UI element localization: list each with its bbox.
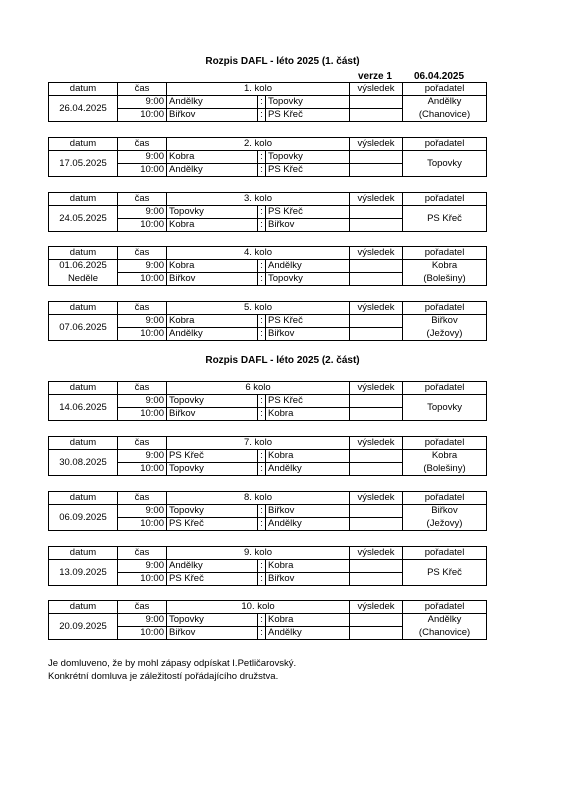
version-label: verze 1 (358, 71, 392, 82)
round-label: 3. kolo (167, 193, 350, 206)
score-separator: : (258, 315, 266, 328)
result-column-header: výsledek (350, 83, 403, 96)
match-row (49, 505, 487, 518)
away-team: PS Křeč (266, 164, 350, 177)
match-result (350, 505, 403, 518)
round-label: 8. kolo (167, 492, 350, 505)
organizer: Topovky (403, 151, 487, 177)
organizer: Andělky (403, 614, 487, 627)
date-column-header: datum (49, 138, 118, 151)
match-date: 07.06.2025 (49, 315, 118, 341)
organizer: Biřkov (403, 315, 487, 328)
match-time: 10:00 (118, 627, 167, 640)
round-table (48, 246, 487, 286)
organizer: Andělky (403, 96, 487, 109)
time-column-header: čas (118, 382, 167, 395)
schedule-title-part2: Rozpis DAFL - léto 2025 (2. část) (205, 355, 360, 366)
score-separator: : (258, 395, 266, 408)
match-result (350, 96, 403, 109)
time-column-header: čas (118, 437, 167, 450)
organizer: Biřkov (403, 505, 487, 518)
date-column-header: datum (49, 547, 118, 560)
match-time: 10:00 (118, 463, 167, 476)
score-separator: : (258, 505, 266, 518)
match-result (350, 164, 403, 177)
away-team: Andělky (266, 463, 350, 476)
away-team: PS Křeč (266, 109, 350, 122)
result-column-header: výsledek (350, 193, 403, 206)
score-separator: : (258, 273, 266, 286)
away-team: Topovky (266, 151, 350, 164)
organizer: Topovky (403, 395, 487, 421)
away-team: Topovky (266, 96, 350, 109)
time-column-header: čas (118, 138, 167, 151)
organizer: Kobra (403, 260, 487, 273)
score-separator: : (258, 96, 266, 109)
away-team: Biřkov (266, 573, 350, 586)
home-team: Topovky (167, 614, 258, 627)
organizer-column-header: pořadatel (403, 83, 487, 96)
organizer-column-header: pořadatel (403, 193, 487, 206)
organizer-location: (Chanovice) (403, 627, 487, 640)
round-table (48, 301, 487, 341)
match-row (49, 96, 487, 109)
round-table (48, 192, 487, 232)
match-date: 14.06.2025 (49, 395, 118, 421)
organizer: PS Křeč (403, 206, 487, 232)
away-team: Kobra (266, 408, 350, 421)
schedule-title-part1: Rozpis DAFL - léto 2025 (1. část) (205, 56, 360, 67)
organizer-column-header: pořadatel (403, 492, 487, 505)
result-column-header: výsledek (350, 302, 403, 315)
round-table (48, 82, 487, 122)
score-separator: : (258, 518, 266, 531)
match-time: 9:00 (118, 395, 167, 408)
away-team: Topovky (266, 273, 350, 286)
date-column-header: datum (49, 492, 118, 505)
score-separator: : (258, 408, 266, 421)
organizer-location: (Bolešiny) (403, 273, 487, 286)
date-column-header: datum (49, 437, 118, 450)
match-time: 10:00 (118, 219, 167, 232)
round-label: 9. kolo (167, 547, 350, 560)
organizer-location: (Bolešiny) (403, 463, 487, 476)
organizer-column-header: pořadatel (403, 547, 487, 560)
score-separator: : (258, 627, 266, 640)
match-time: 10:00 (118, 408, 167, 421)
match-result (350, 273, 403, 286)
organizer-column-header: pořadatel (403, 247, 487, 260)
home-team: Andělky (167, 96, 258, 109)
match-result (350, 206, 403, 219)
away-team: Andělky (266, 518, 350, 531)
round-table (48, 381, 487, 421)
match-date: 06.09.2025 (49, 505, 118, 531)
time-column-header: čas (118, 247, 167, 260)
score-separator: : (258, 450, 266, 463)
home-team: Kobra (167, 315, 258, 328)
home-team: Topovky (167, 395, 258, 408)
match-day-note: Neděle (49, 273, 118, 286)
match-result (350, 315, 403, 328)
round-header-row (49, 302, 487, 315)
away-team: Andělky (266, 627, 350, 640)
round-header-row (49, 382, 487, 395)
time-column-header: čas (118, 492, 167, 505)
score-separator: : (258, 463, 266, 476)
match-row (49, 560, 487, 573)
match-row (49, 151, 487, 164)
organizer: PS Křeč (403, 560, 487, 586)
match-result (350, 219, 403, 232)
organizer-column-header: pořadatel (403, 601, 487, 614)
home-team: Topovky (167, 206, 258, 219)
match-row (49, 395, 487, 408)
time-column-header: čas (118, 601, 167, 614)
score-separator: : (258, 151, 266, 164)
match-result (350, 450, 403, 463)
score-separator: : (258, 206, 266, 219)
home-team: Biřkov (167, 109, 258, 122)
round-header-row (49, 138, 487, 151)
date-column-header: datum (49, 247, 118, 260)
away-team: PS Křeč (266, 395, 350, 408)
match-date: 26.04.2025 (49, 96, 118, 122)
home-team: Andělky (167, 560, 258, 573)
time-column-header: čas (118, 302, 167, 315)
match-result (350, 395, 403, 408)
result-column-header: výsledek (350, 382, 403, 395)
home-team: Kobra (167, 219, 258, 232)
home-team: Biřkov (167, 627, 258, 640)
match-time: 9:00 (118, 315, 167, 328)
match-time: 10:00 (118, 273, 167, 286)
match-time: 9:00 (118, 96, 167, 109)
score-separator: : (258, 164, 266, 177)
time-column-header: čas (118, 193, 167, 206)
time-column-header: čas (118, 547, 167, 560)
match-date: 01.06.2025 (49, 260, 118, 273)
round-label: 1. kolo (167, 83, 350, 96)
organizer-column-header: pořadatel (403, 302, 487, 315)
organizer-location: (Chanovice) (403, 109, 487, 122)
away-team: PS Křeč (266, 206, 350, 219)
away-team: Kobra (266, 560, 350, 573)
match-result (350, 260, 403, 273)
home-team: PS Křeč (167, 518, 258, 531)
round-header-row (49, 83, 487, 96)
date-column-header: datum (49, 601, 118, 614)
score-separator: : (258, 109, 266, 122)
match-row (49, 315, 487, 328)
round-label: 6 kolo (167, 382, 350, 395)
match-row (49, 450, 487, 463)
time-column-header: čas (118, 83, 167, 96)
round-label: 2. kolo (167, 138, 350, 151)
match-time: 9:00 (118, 206, 167, 219)
home-team: Topovky (167, 463, 258, 476)
round-header-row (49, 492, 487, 505)
match-time: 10:00 (118, 164, 167, 177)
round-table (48, 137, 487, 177)
note-line-arrangement: Konkrétní domluva je záležitostí pořádajícího družstva. (48, 671, 279, 682)
round-label: 10. kolo (167, 601, 350, 614)
result-column-header: výsledek (350, 437, 403, 450)
date-column-header: datum (49, 83, 118, 96)
match-time: 10:00 (118, 573, 167, 586)
organizer-column-header: pořadatel (403, 138, 487, 151)
result-column-header: výsledek (350, 492, 403, 505)
score-separator: : (258, 260, 266, 273)
away-team: PS Křeč (266, 315, 350, 328)
home-team: Topovky (167, 505, 258, 518)
match-row (49, 206, 487, 219)
round-header-row (49, 547, 487, 560)
round-header-row (49, 247, 487, 260)
round-table (48, 436, 487, 476)
score-separator: : (258, 614, 266, 627)
match-time: 9:00 (118, 260, 167, 273)
match-time: 10:00 (118, 518, 167, 531)
result-column-header: výsledek (350, 247, 403, 260)
score-separator: : (258, 573, 266, 586)
match-result (350, 560, 403, 573)
match-date: 30.08.2025 (49, 450, 118, 476)
match-result (350, 614, 403, 627)
match-time: 9:00 (118, 450, 167, 463)
away-team: Kobra (266, 614, 350, 627)
note-line-referee: Je domluveno, že by mohl zápasy odpískat I.Petličarovský. (48, 658, 297, 669)
round-table (48, 491, 487, 531)
match-result (350, 151, 403, 164)
home-team: Kobra (167, 260, 258, 273)
organizer: Kobra (403, 450, 487, 463)
match-date: 17.05.2025 (49, 151, 118, 177)
home-team: PS Křeč (167, 450, 258, 463)
round-table (48, 546, 487, 586)
away-team: Andělky (266, 260, 350, 273)
match-result (350, 518, 403, 531)
round-header-row (49, 193, 487, 206)
organizer-column-header: pořadatel (403, 437, 487, 450)
home-team: Biřkov (167, 273, 258, 286)
round-label: 4. kolo (167, 247, 350, 260)
home-team: PS Křeč (167, 573, 258, 586)
match-time: 9:00 (118, 614, 167, 627)
organizer-location: (Ježovy) (403, 518, 487, 531)
organizer-location: (Ježovy) (403, 328, 487, 341)
match-date: 20.09.2025 (49, 614, 118, 640)
round-label: 5. kolo (167, 302, 350, 315)
away-team: Kobra (266, 450, 350, 463)
away-team: Biřkov (266, 219, 350, 232)
home-team: Andělky (167, 164, 258, 177)
result-column-header: výsledek (350, 601, 403, 614)
home-team: Biřkov (167, 408, 258, 421)
round-header-row (49, 601, 487, 614)
match-result (350, 627, 403, 640)
match-time: 9:00 (118, 505, 167, 518)
match-time: 9:00 (118, 151, 167, 164)
round-label: 7. kolo (167, 437, 350, 450)
match-date: 24.05.2025 (49, 206, 118, 232)
round-header-row (49, 437, 487, 450)
organizer-column-header: pořadatel (403, 382, 487, 395)
match-result (350, 328, 403, 341)
round-table (48, 600, 487, 640)
match-time: 9:00 (118, 560, 167, 573)
result-column-header: výsledek (350, 138, 403, 151)
match-date: 13.09.2025 (49, 560, 118, 586)
match-result (350, 109, 403, 122)
result-column-header: výsledek (350, 547, 403, 560)
score-separator: : (258, 328, 266, 341)
match-row (49, 273, 487, 286)
version-date: 06.04.2025 (414, 71, 465, 82)
match-time: 10:00 (118, 109, 167, 122)
date-column-header: datum (49, 302, 118, 315)
home-team: Andělky (167, 328, 258, 341)
date-column-header: datum (49, 382, 118, 395)
match-result (350, 408, 403, 421)
away-team: Biřkov (266, 328, 350, 341)
away-team: Biřkov (266, 505, 350, 518)
date-column-header: datum (49, 193, 118, 206)
home-team: Kobra (167, 151, 258, 164)
score-separator: : (258, 560, 266, 573)
match-row (49, 260, 487, 273)
match-row (49, 614, 487, 627)
match-result (350, 463, 403, 476)
match-result (350, 573, 403, 586)
match-time: 10:00 (118, 328, 167, 341)
score-separator: : (258, 219, 266, 232)
